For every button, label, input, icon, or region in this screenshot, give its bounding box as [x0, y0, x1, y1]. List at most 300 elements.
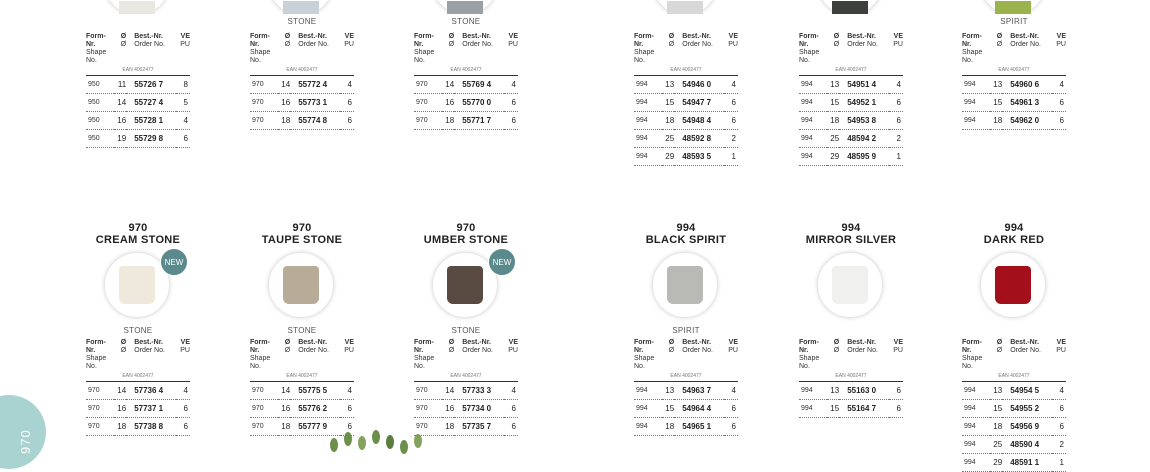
table-row [634, 76, 738, 94]
table-header-row [86, 339, 190, 371]
diameter: 14 [442, 382, 455, 400]
diameter: 18 [442, 418, 455, 436]
diameter-header [114, 339, 127, 371]
order-header-sub: Order No. [1010, 41, 1041, 48]
ean-row [414, 65, 518, 76]
shape-number: 970 [414, 418, 442, 436]
shape-header-sub: Shape No. [962, 355, 983, 370]
order-header-label: Best.-Nr. [847, 33, 876, 40]
shape-header-label: Form-Nr. [634, 339, 654, 354]
order-number: 55770 0 [454, 94, 503, 112]
series-number: 970 [292, 222, 312, 234]
shape-header [962, 33, 990, 65]
order-header [674, 33, 723, 65]
pack-unit: 6 [340, 418, 354, 436]
table-row [86, 130, 190, 148]
shape-number: 970 [250, 112, 278, 130]
shape-number: 970 [414, 382, 442, 400]
order-header-sub: Order No. [134, 41, 165, 48]
shape-number: 970 [414, 112, 442, 130]
shape-number: 994 [962, 400, 990, 418]
table-row [414, 94, 518, 112]
diameter-header [442, 339, 455, 371]
order-header [1002, 33, 1051, 65]
diameter-header-sub: Ø [668, 41, 675, 48]
table-row [634, 382, 738, 400]
shape-header [799, 33, 827, 65]
shape-header-label: Form-Nr. [414, 33, 434, 48]
diameter-header [442, 33, 455, 65]
shape-number: 994 [634, 94, 662, 112]
table-header-row [250, 33, 354, 65]
diameter-header [827, 33, 840, 65]
pack-unit: 4 [724, 76, 738, 94]
product-image-wrap [634, 246, 738, 322]
table-header-row [962, 33, 1066, 65]
diameter-header [278, 33, 291, 65]
section-tab-label: 970 [18, 429, 33, 454]
shape-number: 970 [250, 382, 278, 400]
material-label: STONE [451, 17, 481, 26]
ean-prefix: EAN 4002477 [962, 65, 1066, 76]
pack-unit: 4 [1052, 382, 1066, 400]
pu-header-sub: PU [508, 41, 518, 48]
shape-header [962, 339, 990, 371]
order-number: 55776 2 [290, 400, 339, 418]
order-number: 57737 1 [126, 400, 175, 418]
shape-header-label: Form-Nr. [799, 339, 819, 354]
pu-header-sub: PU [180, 347, 190, 354]
diameter: 13 [990, 76, 1003, 94]
order-header-label: Best.-Nr. [298, 339, 327, 346]
shape-number: 994 [634, 130, 662, 148]
ean-row [634, 371, 738, 382]
ean-row [86, 65, 190, 76]
diameter: 14 [114, 94, 127, 112]
order-header-label: Best.-Nr. [1010, 339, 1039, 346]
product-table [962, 33, 1066, 130]
pack-unit: 1 [724, 148, 738, 166]
product-table [250, 339, 354, 436]
order-header-label: Best.-Nr. [1010, 33, 1039, 40]
shape-header [634, 339, 662, 371]
order-number: 48591 1 [1002, 454, 1051, 472]
material-label: SPIRIT [672, 326, 700, 335]
table-header-row [634, 339, 738, 371]
pu-header-label: VE [728, 339, 738, 346]
shape-number: 994 [634, 400, 662, 418]
series-number: 994 [1004, 222, 1024, 234]
shape-header-label: Form-Nr. [414, 339, 434, 354]
order-number: 54964 4 [674, 400, 723, 418]
shape-header-sub: Shape No. [962, 49, 983, 64]
shape-number: 994 [799, 382, 827, 400]
shape-header-sub: Shape No. [414, 355, 435, 370]
order-header-label: Best.-Nr. [298, 33, 327, 40]
pu-header-sub: PU [344, 41, 354, 48]
product-image [980, 0, 1044, 14]
order-number: 55771 7 [454, 112, 503, 130]
pack-unit: 4 [176, 382, 190, 400]
order-header-label: Best.-Nr. [134, 33, 163, 40]
product-image [432, 0, 496, 14]
pack-unit: 6 [504, 94, 518, 112]
table-row [634, 94, 738, 112]
diameter: 15 [990, 94, 1003, 112]
diameter: 13 [827, 382, 840, 400]
order-number: 48595 9 [839, 148, 888, 166]
order-header [454, 33, 503, 65]
table-row [250, 76, 354, 94]
product-image-wrap [414, 246, 518, 322]
table-row [634, 148, 738, 166]
pu-header [889, 339, 903, 371]
ean-row [962, 65, 1066, 76]
diameter-header-label: Ø [833, 339, 840, 346]
table-row [962, 418, 1066, 436]
table-row [250, 94, 354, 112]
pu-header-sub: PU [1056, 41, 1066, 48]
ean-prefix: EAN 4002477 [86, 65, 190, 76]
table-row [86, 94, 190, 112]
product-image [980, 252, 1046, 318]
diameter: 25 [662, 130, 675, 148]
pack-unit: 6 [724, 94, 738, 112]
shape-number: 994 [634, 148, 662, 166]
table-row [962, 400, 1066, 418]
order-number: 55775 5 [290, 382, 339, 400]
table-row [414, 112, 518, 130]
pack-unit: 6 [889, 382, 903, 400]
diameter: 15 [827, 400, 840, 418]
diameter: 16 [442, 400, 455, 418]
diameter-header-label: Ø [448, 33, 455, 40]
diameter: 11 [114, 76, 127, 94]
shape-number: 970 [414, 94, 442, 112]
product-image [817, 252, 883, 318]
diameter-header-label: Ø [284, 339, 291, 346]
table-row [250, 112, 354, 130]
pot-graphic [283, 266, 319, 304]
pu-header-label: VE [893, 339, 903, 346]
order-header [1002, 339, 1051, 371]
order-header-sub: Order No. [682, 41, 713, 48]
shape-number: 950 [86, 94, 114, 112]
pack-unit: 6 [1052, 94, 1066, 112]
order-header-sub: Order No. [847, 347, 878, 354]
diameter: 15 [662, 94, 675, 112]
table-row [962, 454, 1066, 472]
table-header-row [86, 33, 190, 65]
order-number: 55164 7 [839, 400, 888, 418]
diameter-header-label: Ø [833, 33, 840, 40]
order-header-sub: Order No. [462, 347, 493, 354]
ean-row [634, 65, 738, 76]
shape-number: 994 [634, 76, 662, 94]
shape-header-sub: Shape No. [86, 355, 107, 370]
table-row [799, 130, 903, 148]
shape-header-label: Form-Nr. [799, 33, 819, 48]
order-number: 54962 0 [1002, 112, 1051, 130]
diameter: 16 [442, 94, 455, 112]
order-number: 54948 4 [674, 112, 723, 130]
pack-unit: 6 [1052, 112, 1066, 130]
order-header [290, 339, 339, 371]
product-image-wrap [250, 246, 354, 322]
shape-header [414, 33, 442, 65]
order-header-label: Best.-Nr. [462, 33, 491, 40]
pu-header-sub: PU [180, 41, 190, 48]
diameter-header-sub: Ø [448, 347, 455, 354]
ean-row [962, 371, 1066, 382]
pack-unit: 6 [504, 418, 518, 436]
shape-number: 970 [414, 400, 442, 418]
shape-number: 970 [414, 76, 442, 94]
color-name: BLACK SPIRIT [645, 234, 727, 246]
diameter-header-label: Ø [996, 339, 1003, 346]
diameter-header-label: Ø [996, 33, 1003, 40]
diameter: 16 [278, 94, 291, 112]
table-row [86, 382, 190, 400]
material-label: STONE [287, 17, 317, 26]
pack-unit: 6 [889, 94, 903, 112]
pack-unit: 8 [176, 76, 190, 94]
diameter: 16 [278, 400, 291, 418]
shape-number: 970 [86, 400, 114, 418]
shape-number: 994 [799, 112, 827, 130]
pack-unit: 6 [340, 112, 354, 130]
order-header-sub: Order No. [1010, 347, 1041, 354]
diameter-header-label: Ø [668, 339, 675, 346]
pu-header-sub: PU [893, 347, 903, 354]
table-row [634, 130, 738, 148]
diameter-header [662, 33, 675, 65]
product-table [799, 339, 903, 418]
pack-unit: 6 [504, 400, 518, 418]
order-number: 54952 1 [839, 94, 888, 112]
shape-number: 994 [799, 130, 827, 148]
diameter-header-sub: Ø [996, 347, 1003, 354]
diameter-header-label: Ø [120, 33, 127, 40]
ean-row [86, 371, 190, 382]
order-number: 55163 0 [839, 382, 888, 400]
diameter: 13 [990, 382, 1003, 400]
new-badge: NEW [160, 248, 188, 276]
pu-header-sub: PU [344, 347, 354, 354]
diameter: 14 [114, 382, 127, 400]
shape-number: 994 [799, 400, 827, 418]
diameter-header-sub: Ø [833, 41, 840, 48]
pack-unit: 4 [724, 382, 738, 400]
product-image [268, 0, 332, 14]
diameter-header-sub: Ø [284, 347, 291, 354]
shape-number: 994 [634, 418, 662, 436]
material-label: SPIRIT [1000, 17, 1028, 26]
order-header-label: Best.-Nr. [847, 339, 876, 346]
pu-header-sub: PU [728, 41, 738, 48]
pack-unit: 6 [724, 418, 738, 436]
product-image [268, 252, 334, 318]
pack-unit: 1 [889, 148, 903, 166]
ean-prefix: EAN 4002477 [414, 65, 518, 76]
product-block [86, 222, 190, 436]
order-number: 55773 1 [290, 94, 339, 112]
shape-number: 970 [250, 76, 278, 94]
order-number: 48590 4 [1002, 436, 1051, 454]
product-image-wrap [962, 246, 1066, 322]
shape-number: 994 [962, 418, 990, 436]
order-header [839, 33, 888, 65]
pu-header [176, 33, 190, 65]
table-header-row [634, 33, 738, 65]
diameter: 25 [990, 436, 1003, 454]
pu-header-label: VE [893, 33, 903, 40]
table-row [86, 400, 190, 418]
diameter-header-sub: Ø [120, 41, 127, 48]
pu-header-label: VE [508, 33, 518, 40]
pack-unit: 6 [724, 400, 738, 418]
shape-number: 994 [962, 454, 990, 472]
diameter: 13 [827, 76, 840, 94]
diameter: 29 [662, 148, 675, 166]
pack-unit: 6 [1052, 418, 1066, 436]
diameter: 16 [114, 400, 127, 418]
diameter: 18 [827, 112, 840, 130]
pot-graphic [447, 266, 483, 304]
order-number: 54956 9 [1002, 418, 1051, 436]
ean-prefix: EAN 4002477 [86, 371, 190, 382]
pack-unit: 1 [1052, 454, 1066, 472]
product-table [634, 339, 738, 436]
table-row [962, 112, 1066, 130]
order-header-label: Best.-Nr. [134, 339, 163, 346]
shape-header [414, 339, 442, 371]
order-header [126, 33, 175, 65]
pack-unit: 6 [340, 94, 354, 112]
shape-header-label: Form-Nr. [250, 33, 270, 48]
pack-unit: 6 [176, 130, 190, 148]
series-number: 994 [841, 222, 861, 234]
pack-unit: 6 [889, 400, 903, 418]
pot-graphic [995, 266, 1031, 304]
pack-unit: 6 [889, 112, 903, 130]
product-table [86, 33, 190, 148]
table-row [414, 76, 518, 94]
diameter: 13 [662, 382, 675, 400]
diameter: 19 [114, 130, 127, 148]
diameter: 18 [442, 112, 455, 130]
pack-unit: 4 [340, 382, 354, 400]
order-number: 57738 8 [126, 418, 175, 436]
pu-header [504, 33, 518, 65]
shape-header-sub: Shape No. [634, 49, 655, 64]
table-row [962, 436, 1066, 454]
pack-unit: 4 [340, 76, 354, 94]
diameter: 29 [827, 148, 840, 166]
diameter-header [114, 33, 127, 65]
color-name: DARK RED [983, 234, 1045, 246]
ean-row [414, 371, 518, 382]
diameter-header [662, 339, 675, 371]
pu-header-sub: PU [508, 347, 518, 354]
product-block [414, 222, 518, 436]
color-name: UMBER STONE [423, 234, 509, 246]
pu-header [340, 33, 354, 65]
order-number: 54951 4 [839, 76, 888, 94]
pu-header-label: VE [344, 339, 354, 346]
table-row [414, 418, 518, 436]
order-header-label: Best.-Nr. [682, 33, 711, 40]
shape-header-sub: Shape No. [86, 49, 107, 64]
diameter: 18 [662, 418, 675, 436]
product-table [962, 339, 1066, 472]
diameter-header-sub: Ø [668, 347, 675, 354]
order-number: 57733 3 [454, 382, 503, 400]
order-header-sub: Order No. [298, 347, 329, 354]
order-number: 54954 5 [1002, 382, 1051, 400]
order-number: 57735 7 [454, 418, 503, 436]
shape-number: 970 [86, 382, 114, 400]
order-number: 55729 8 [126, 130, 175, 148]
shape-header [250, 339, 278, 371]
table-row [634, 400, 738, 418]
ean-prefix: EAN 4002477 [414, 371, 518, 382]
pu-header [724, 339, 738, 371]
shape-number: 994 [962, 436, 990, 454]
diameter: 25 [827, 130, 840, 148]
pu-header-label: VE [180, 33, 190, 40]
series-number: 970 [128, 222, 148, 234]
table-row [250, 400, 354, 418]
table-row [962, 76, 1066, 94]
table-header-row [414, 339, 518, 371]
order-number: 54947 7 [674, 94, 723, 112]
pack-unit: 4 [889, 76, 903, 94]
product-image [104, 0, 168, 14]
table-row [634, 418, 738, 436]
ean-prefix: EAN 4002477 [250, 65, 354, 76]
shape-number: 994 [799, 76, 827, 94]
pot-graphic [832, 266, 868, 304]
table-header-row [799, 33, 903, 65]
table-row [799, 400, 903, 418]
order-number: 54965 1 [674, 418, 723, 436]
diameter-header-sub: Ø [996, 41, 1003, 48]
table-row [799, 76, 903, 94]
material-label: STONE [287, 326, 317, 335]
table-row [86, 76, 190, 94]
pack-unit: 6 [340, 400, 354, 418]
shape-header [86, 33, 114, 65]
diameter: 18 [278, 112, 291, 130]
shape-number: 994 [634, 382, 662, 400]
order-number: 54953 8 [839, 112, 888, 130]
ean-row [250, 65, 354, 76]
pack-unit: 6 [176, 400, 190, 418]
shape-number: 950 [86, 76, 114, 94]
shape-header [250, 33, 278, 65]
diameter: 13 [662, 76, 675, 94]
table-header-row [250, 339, 354, 371]
table-header-row [962, 339, 1066, 371]
shape-number: 994 [634, 112, 662, 130]
ean-prefix: EAN 4002477 [799, 371, 903, 382]
ean-row [799, 65, 903, 76]
pu-header [889, 33, 903, 65]
diameter: 18 [114, 418, 127, 436]
order-header-sub: Order No. [298, 41, 329, 48]
pu-header-label: VE [508, 339, 518, 346]
